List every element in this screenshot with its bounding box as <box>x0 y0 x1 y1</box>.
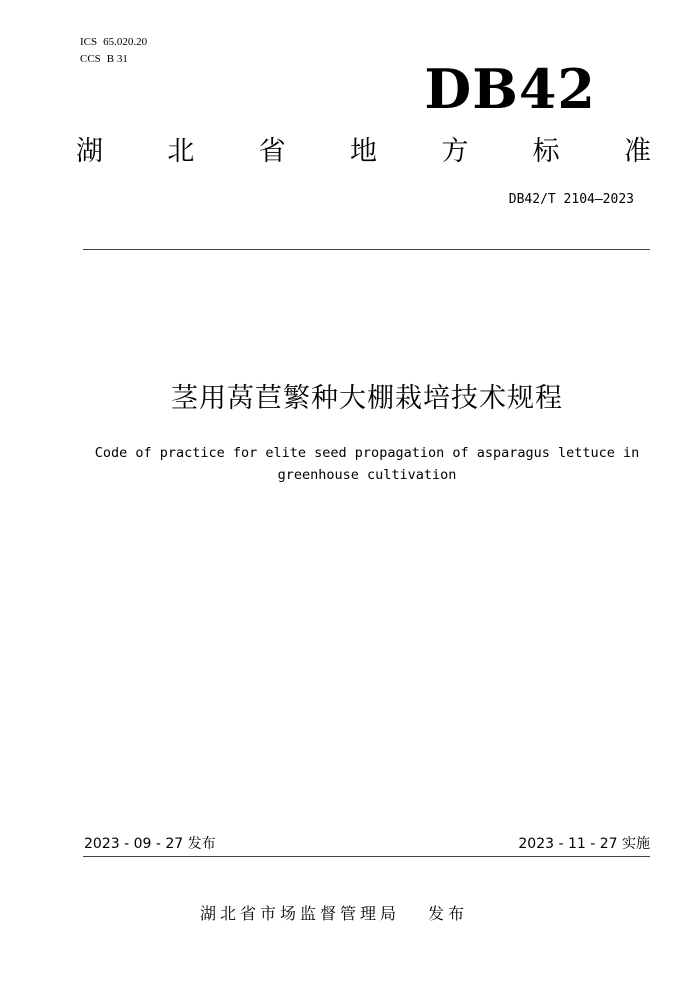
top-divider <box>83 249 650 250</box>
standard-title-char: 省 <box>258 136 286 167</box>
dates-row <box>84 834 650 854</box>
standard-title-char: 准 <box>623 136 651 167</box>
ics-label: ICS <box>80 36 98 48</box>
subtitle-line: Code of practice for elite seed propagation of asparagus lettuce in <box>94 445 640 461</box>
subtitle-line: greenhouse cultivation <box>277 467 457 483</box>
document-title: 茎用莴苣繁种大棚栽培技术规程 <box>171 383 563 414</box>
standard-title <box>76 134 651 170</box>
standard-title-char: 标 <box>532 136 560 167</box>
publish-action: 发布 <box>428 904 469 923</box>
standard-title-char: 北 <box>167 136 195 167</box>
bottom-divider <box>83 856 650 857</box>
ccs-value: B 31 <box>106 53 128 65</box>
standard-title-char: 湖 <box>76 136 103 167</box>
classification-codes <box>80 34 147 68</box>
issue-date: 2023 - 09 - 27 发布 <box>84 836 216 852</box>
standard-title-char: 地 <box>349 136 377 167</box>
ics-code <box>80 34 147 51</box>
implementation-date: 2023 - 11 - 27 实施 <box>518 836 650 852</box>
standard-code: DB42 <box>424 57 596 121</box>
ics-value: 65.020.20 <box>103 36 148 48</box>
ccs-code <box>80 51 147 68</box>
document-subtitle <box>84 442 650 486</box>
publisher-line <box>200 902 468 926</box>
standard-number: DB42/T 2104—2023 <box>508 192 634 207</box>
standard-title-char: 方 <box>441 136 469 167</box>
ccs-label: CCS <box>80 53 101 65</box>
publisher-name: 湖北省市场监督管理局 <box>200 904 401 923</box>
